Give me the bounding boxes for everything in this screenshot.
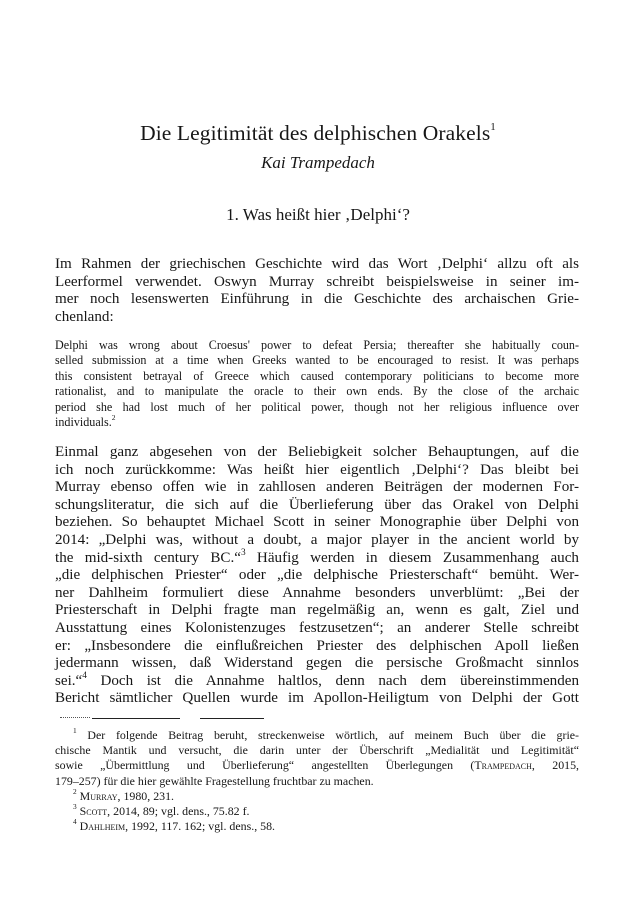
footnote-1-line: [55, 758, 579, 773]
quote-last-text: individuals.: [55, 414, 112, 429]
footnote-4-mark: 4: [73, 817, 77, 827]
quote-line: this consistent betrayal of Greece which caused contemporary politicians to become more: [55, 368, 579, 383]
footnote-1-line: [55, 728, 579, 743]
paragraph-line: ner Dahlheim formuliert diese Annahme besonders unverblümt: „Bei der: [55, 584, 579, 601]
paragraph-line: Leerformel verwendet. Oswyn Murray schreibt beispielsweise in seiner im-: [55, 273, 579, 290]
footnote-1-mark: 1: [73, 726, 77, 736]
paragraph-line: ich noch zurückkomme: Was heißt hier eigentlich ‚Delphi‘? Das bleibt bei: [55, 461, 579, 478]
footnote-4: [55, 819, 579, 834]
footnote-2: [55, 789, 579, 804]
paragraph-line: Ausstattung eines Kolonistenzuges festzusetzen“; an anderer Stelle schreibt: [55, 619, 579, 636]
article-title: [0, 116, 636, 146]
paragraph-line-with-footnote: [55, 547, 579, 568]
footnote-1-line: chische Mantik und versucht, die darin unter der Überschrift „Medialität und Legitimität“: [55, 743, 579, 758]
footnote-1-line: 179–257) für die hier gewählte Fragestellung fruchtbar zu machen.: [55, 773, 374, 788]
footnote-text: sowie „Übermittlung und Überlieferung“ angestellten Überlegungen (: [55, 758, 475, 773]
article-author: Kai Trampedach: [261, 153, 375, 172]
paragraph-line: er: „Insbesondere die einflußreichen Priester des delphischen Apoll ließen: [55, 637, 579, 654]
paragraph-line: beziehen. So behauptet Michael Scott in seiner Monographie über Delphi von: [55, 514, 579, 531]
line-text: Doch ist die Annahme haltlos, denn nach dem übereinstimmenden: [86, 672, 579, 689]
paragraph-line: 2014: „Delphi was, without a doubt, a major player in the ancient world by: [55, 531, 579, 548]
footnote-ref-2[interactable]: 2: [111, 413, 116, 423]
footnote-text: , 2015,: [531, 758, 579, 773]
footnote-author: Dahlheim: [79, 819, 126, 834]
quote-line: period she had lost much of her political power, though not her religious influence over: [55, 399, 579, 414]
footnote-text: , 2014, 89; vgl. dens., 75.82 f.: [107, 803, 250, 818]
line-text: sei.“: [55, 672, 83, 689]
footnote-text: , 1992, 117. 162; vgl. dens., 58.: [125, 819, 275, 834]
quote-line: rationalist, and to manipulate the oracle to their own ends. By the close of the archaic: [55, 384, 579, 399]
footnote-text: Der folgende Beitrag beruht, streckenweise wörtlich, auf meinem Buch über die grie-: [87, 728, 579, 742]
paragraph-line: schungsliteratur, die sich auf die Überlieferung über das Orakel von Delphi: [55, 496, 579, 513]
separator-dots: [60, 717, 90, 718]
paragraph-line: Einmal ganz abgesehen von der Beliebigkeit solcher Behauptungen, auf die: [55, 444, 579, 460]
paragraph-line: „die delphischen Priester“ oder „die delphische Priesterschaft“ bemüht. Wer-: [55, 567, 579, 584]
paragraph-line-with-footnote: [55, 670, 579, 691]
paragraph-line: Bericht sämtlicher Quellen wurde im Apollon-Heiligtum von Delphi der Gott: [55, 690, 579, 707]
footnote-ref-4[interactable]: 4: [82, 670, 87, 681]
line-text: Häufig werden in diesem Zusammenhang auch: [245, 549, 579, 566]
paragraph-line: Murray ebenso offen wie in zahllosen anderen Beiträgen der modernen For-: [55, 479, 579, 496]
section-heading: 1. Was heißt hier ‚Delphi‘?: [226, 205, 410, 224]
article-title-text: Die Legitimität des delphischen Orakels: [140, 121, 491, 146]
block-quote: [55, 338, 579, 430]
paragraph-line: mer noch lesenswerten Einführung in die Geschichte des archaischen Grie-: [55, 291, 579, 308]
paragraph-line: jedermann wissen, daß Widerstand gegen die persische Großmacht sinnlos: [55, 655, 579, 672]
title-footnote-mark[interactable]: 1: [490, 121, 496, 133]
paragraph-2: [55, 444, 579, 708]
footnote-ref-3[interactable]: 3: [240, 547, 246, 558]
footnote-3-mark: 3: [73, 802, 77, 812]
footnote-author: Murray: [79, 788, 118, 803]
quote-line-last: [55, 415, 579, 430]
paragraph-line: Im Rahmen der griechischen Geschichte wird das Wort ‚Delphi‘ allzu oft als: [55, 256, 579, 272]
paragraph-line: Priesterschaft in Delphi fragte man regelmäßig an, wenn es galt, Ziel und: [55, 602, 579, 619]
footnote-author: Trampedach: [474, 758, 532, 773]
footnote-3: [55, 804, 579, 819]
paragraph-line: chenland:: [55, 308, 114, 325]
footnotes: [55, 728, 579, 834]
quote-line: Delphi was wrong about Croesus' power to defeat Persia; thereafter she habitually coun-: [55, 338, 579, 352]
paragraph-1: [55, 256, 579, 326]
separator-line: [200, 718, 264, 719]
separator-line: [92, 718, 180, 719]
footnote-2-mark: 2: [73, 787, 77, 797]
line-text: the mid-sixth century BC.“: [55, 549, 241, 566]
footnote-text: , 1980, 231.: [117, 788, 174, 803]
footnote-author: Scott: [79, 803, 108, 818]
quote-line: selled submission at a time when Greeks wanted to be encouraged to resist. It was perhaps: [55, 353, 579, 368]
